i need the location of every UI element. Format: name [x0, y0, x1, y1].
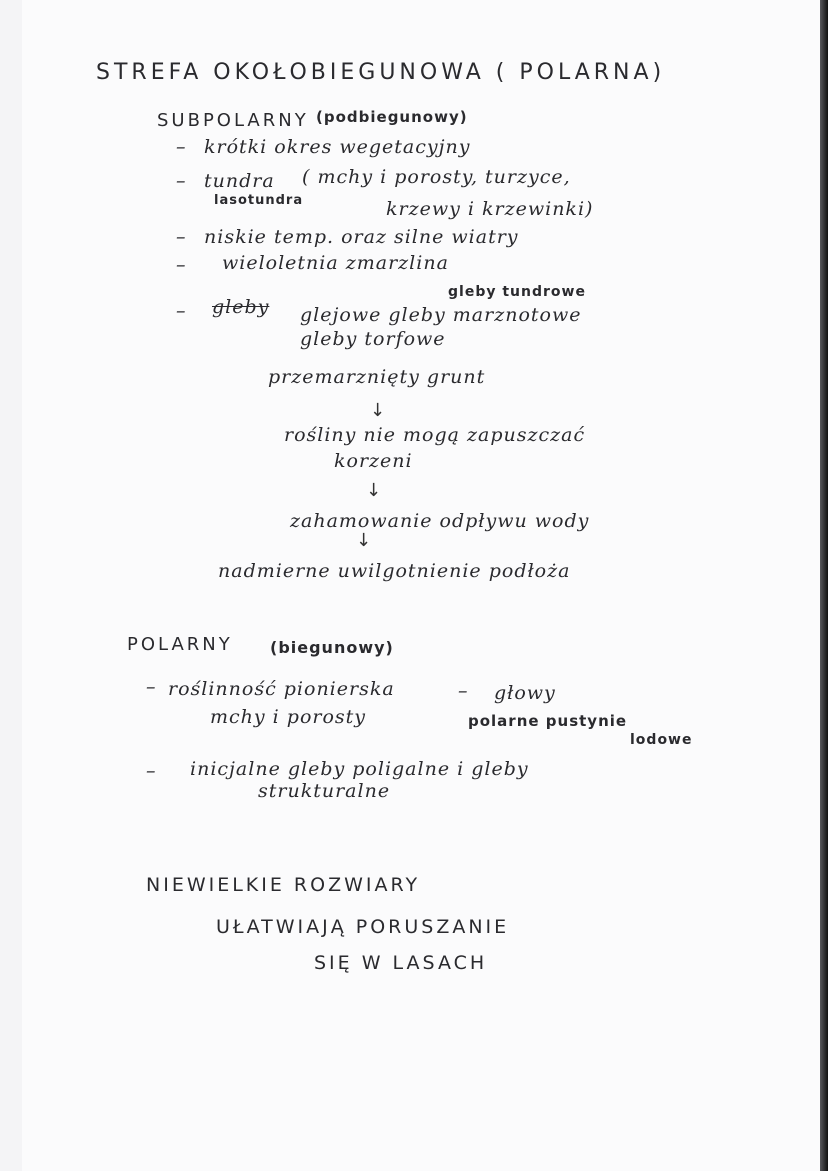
- note-line-1: NIEWIELKIE ROZWIARY: [146, 874, 421, 896]
- subpolar-soils-struck: gleby: [212, 296, 270, 318]
- chain-step-4: nadmierne uwilgotnienie podłoża: [218, 560, 571, 582]
- chain-step-2-cont: korzeni: [334, 450, 413, 472]
- polar-heading-note: (biegunowy): [270, 638, 394, 657]
- subpolar-heading-note: (podbiegunowy): [316, 108, 468, 126]
- dash: –: [176, 136, 187, 158]
- page-edge-shadow: [820, 0, 828, 1171]
- dash: –: [146, 676, 157, 698]
- chain-step-3: zahamowanie odpływu wody: [290, 510, 590, 532]
- dash: –: [176, 170, 187, 192]
- polar-item-2: inicjalne gleby poligalne i gleby: [190, 758, 529, 780]
- subpolar-item-1: krótki okres wegetacyjny: [204, 136, 471, 158]
- subpolar-heading: SUBPOLARNY: [157, 110, 309, 131]
- subpolar-soils-peat: gleby torfowe: [300, 328, 446, 350]
- dash: –: [458, 680, 469, 702]
- dash: –: [176, 226, 187, 248]
- note-line-3: SIĘ W LASACH: [314, 952, 488, 974]
- arrow-down-icon: ↓: [370, 400, 386, 421]
- subpolar-item-4: wieloletnia zmarzlina: [222, 252, 449, 274]
- arrow-down-icon: ↓: [356, 530, 372, 551]
- dash: –: [176, 300, 187, 322]
- subpolar-item-2-tundra: tundra: [204, 170, 275, 192]
- polar-item-1-deserts: polarne pustynie: [468, 712, 628, 730]
- polar-item-2-cont: strukturalne: [258, 780, 391, 802]
- subpolar-item-2-plants: ( mchy i porosty, turzyce,: [302, 166, 571, 188]
- subpolar-soils-gley: glejowe gleby marznotowe: [300, 304, 582, 326]
- arrow-down-icon: ↓: [366, 480, 382, 501]
- polar-item-1-glowy: głowy: [494, 682, 556, 704]
- polar-item-1: roślinność pionierska: [168, 678, 395, 700]
- polar-heading: POLARNY: [127, 634, 233, 655]
- chain-step-1: przemarznięty grunt: [268, 366, 486, 388]
- dash: –: [176, 254, 187, 276]
- polar-item-1-ice: lodowe: [630, 732, 693, 748]
- dash: –: [146, 760, 157, 782]
- subpolar-soils-tundra: gleby tundrowe: [448, 284, 586, 300]
- subpolar-item-2-shrubs: krzewy i krzewinki): [386, 198, 594, 220]
- subpolar-item-3: niskie temp. oraz silne wiatry: [204, 226, 519, 248]
- note-line-2: UŁATWIAJĄ PORUSZANIE: [216, 916, 510, 938]
- subpolar-item-2-lasotundra: lasotundra: [214, 193, 304, 208]
- polar-item-1-plants: mchy i porosty: [210, 706, 367, 728]
- chain-step-2: rośliny nie mogą zapuszczać: [284, 424, 586, 446]
- page-title: STREFA OKOŁOBIEGUNOWA ( POLARNA): [96, 60, 666, 85]
